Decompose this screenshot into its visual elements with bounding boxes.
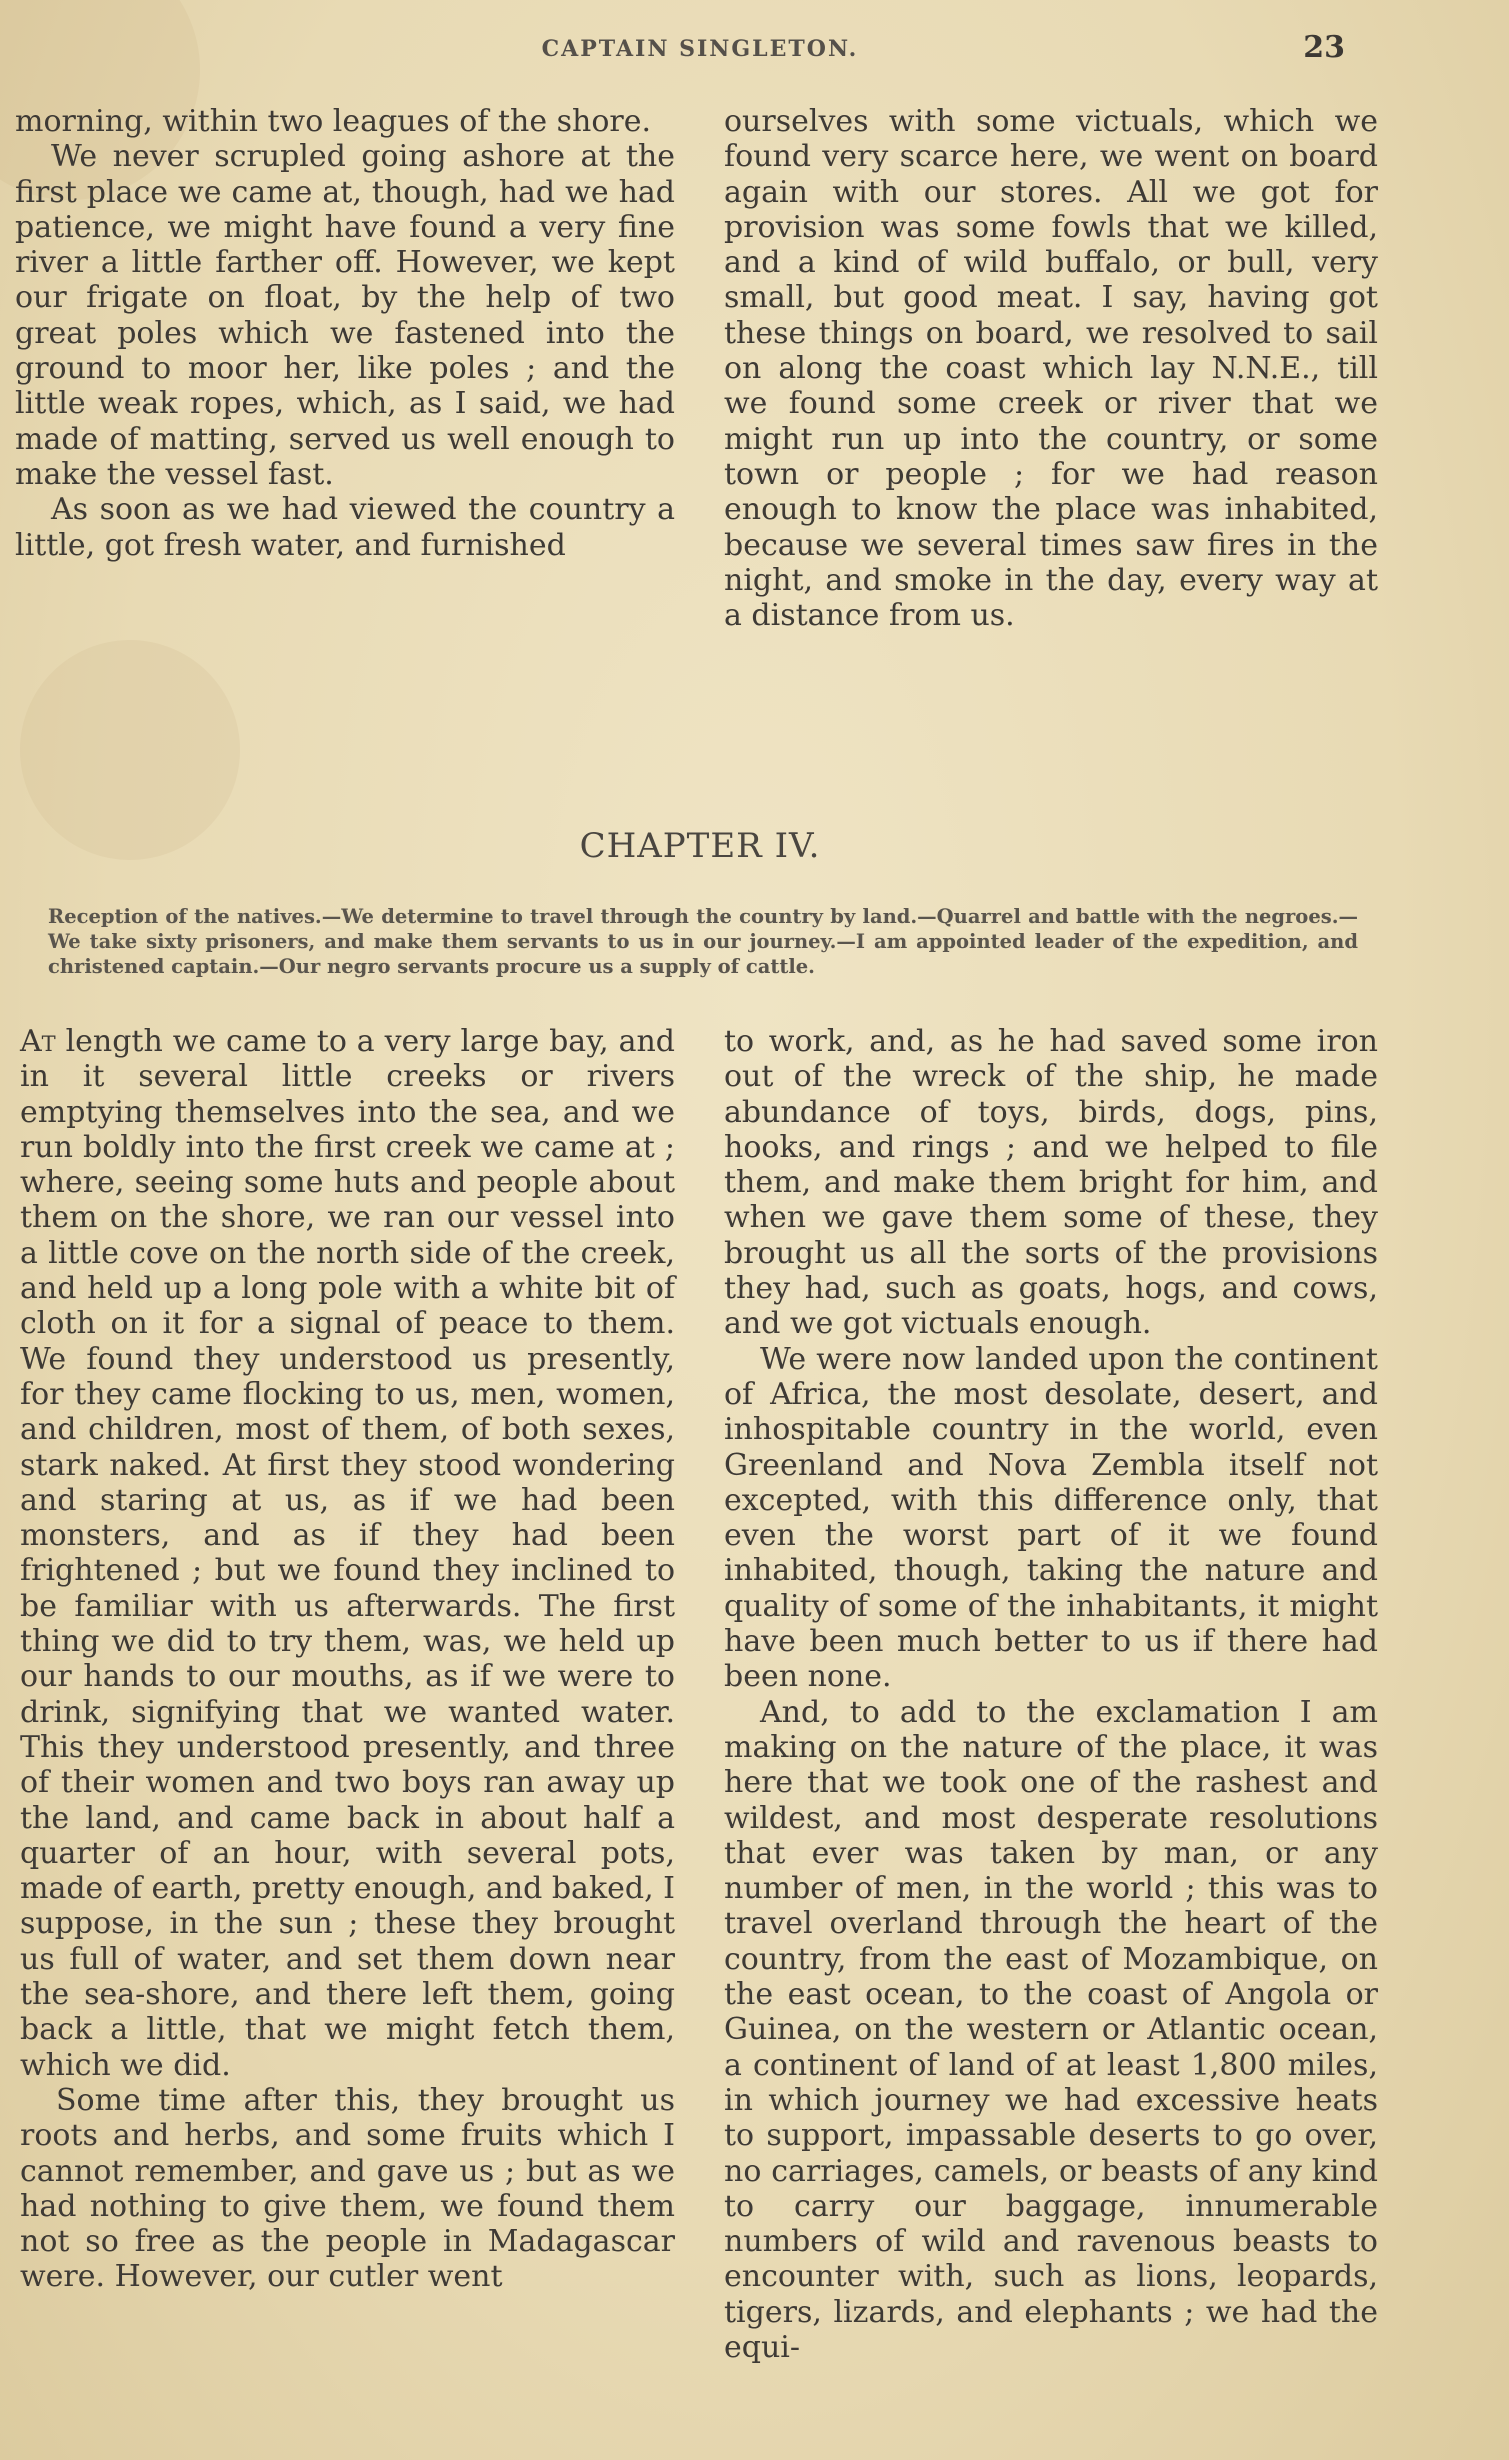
paragraph: Some time after this, they brought us roots and herbs, and some fruits which I cannot remember, and gave us ; but as we had nothing to give them, we found them not so free as the people in Madagascar were. However, our cutler went [20,2082,675,2295]
paragraph-text: length we came to a very large bay, and in it several little creeks or rivers emptying themselves into the sea, and we run boldly into the first creek we came at ; where, seeing some huts and people about them on the shore, we ran our vessel into a little cove on the north side of the creek, and held up a long pole with a white bit of cloth on it for a signal of peace to them. We found they understood us presently, for they came flocking to us, men, women, and children, most of them, of both sexes, stark naked. At first they stood wondering and staring at us, as if we had been monsters, and as if they had been frightened ; but we found they inclined to be familiar with us afterwards. The first thing we did to try them, was, we held up our hands to our mouths, as if we were to drink, signifying that we wanted water. This they understood presently, and three of their women and two boys ran away up the land, and came back in about half a quarter of an hour, with several pots, made of earth, pretty enough, and baked, I suppose, in the sun ; these they brought us full of water, and set them down near the sea-shore, and there left them, going back a little, that we might fetch them, which we did. [20,1024,676,2083]
top-left-column [15,104,675,563]
page-number: 23 [1303,30,1345,65]
paragraph: As soon as we had viewed the country a little, got fresh water, and furnished [15,492,675,563]
top-right-column [724,104,1378,633]
chapter-heading: CHAPTER IV. [579,826,821,866]
paragraph: morning, within two leagues of the shore. [15,104,652,139]
paragraph: to work, and, as he had saved some iron out of the wreck of the ship, he made abundance of toys, birds, dogs, pins, hooks, and rings ; and we helped to file them, and make them bright for him, and when we gave them some of these, they brought us all the sorts of the provisions they had, such as goats, hogs, and cows, and we got victuals enough. [724,1024,1378,1342]
paragraph: ourselves with some victuals, which we found very scarce here, we went on board again with our stores. All we got for provision was some fowls that we killed, and a kind of wild buffalo, or bull, very small, but good meat. I say, having got these things on board, we resolved to sail on along the coast which lay N.N.E., till we found some creek or river that we might run up into the country, or some town or people ; for we had reason enough to know the place was inhabited, because we several times saw fires in the night, and smoke in the day, every way at a distance from us. [724,104,1378,634]
chapter-summary: Reception of the natives.—We determine to travel through the country by land.—Quarrel and battle with the negroes.—We take sixty prisoners, and make them servants to us in our journey.—I am appointed leader of the expedition, and christened captain.—Our negro servants procure us a supply of cattle. [48,905,1358,978]
opening-word: At [20,1024,56,1059]
paragraph: We were now landed upon the continent of Africa, the most desolate, desert, and inhospitable country in the world, even Greenland and Nova Zembla itself not excepted, with this difference only, that even the worst part of it we found inhabited, though, taking the nature and quality of some of the inhabitants, it might have been much better to us if there had been none. [724,1341,1378,1695]
paragraph: And, to add to the exclamation I am making on the nature of the place, it was here that we took one of the rashest and wildest, and most desperate resolutions that ever was taken by man, or any number of men, in the world ; this was to travel overland through the heart of the country, from the east of Mozambique, on the east ocean, to the coast of Angola or Guinea, on the western or Atlantic ocean, a continent of land of at least 1,800 miles, in which journey we had excessive heats to support, impassable deserts to go over, no carriages, camels, or beasts of any kind to carry our baggage, innumerable numbers of wild and ravenous beasts to encounter with, such as lions, leopards, tigers, lizards, and elephants ; we had the equi- [724,1694,1378,2365]
paragraph [20,1024,675,2083]
bottom-right-column [724,1024,1378,2365]
page-header [0,30,1509,70]
bottom-left-column [20,1024,675,2295]
paragraph: We never scrupled going ashore at the first place we came at, though, had we had patience, we might have found a very fine river a little farther off. However, we kept our frigate on float, by the help of two great poles which we fastened into the ground to moor her, like poles ; and the little weak ropes, which, as I said, we had made of matting, served us well enough to make the vessel fast. [15,139,675,492]
running-title: CAPTAIN SINGLETON. [541,36,859,62]
